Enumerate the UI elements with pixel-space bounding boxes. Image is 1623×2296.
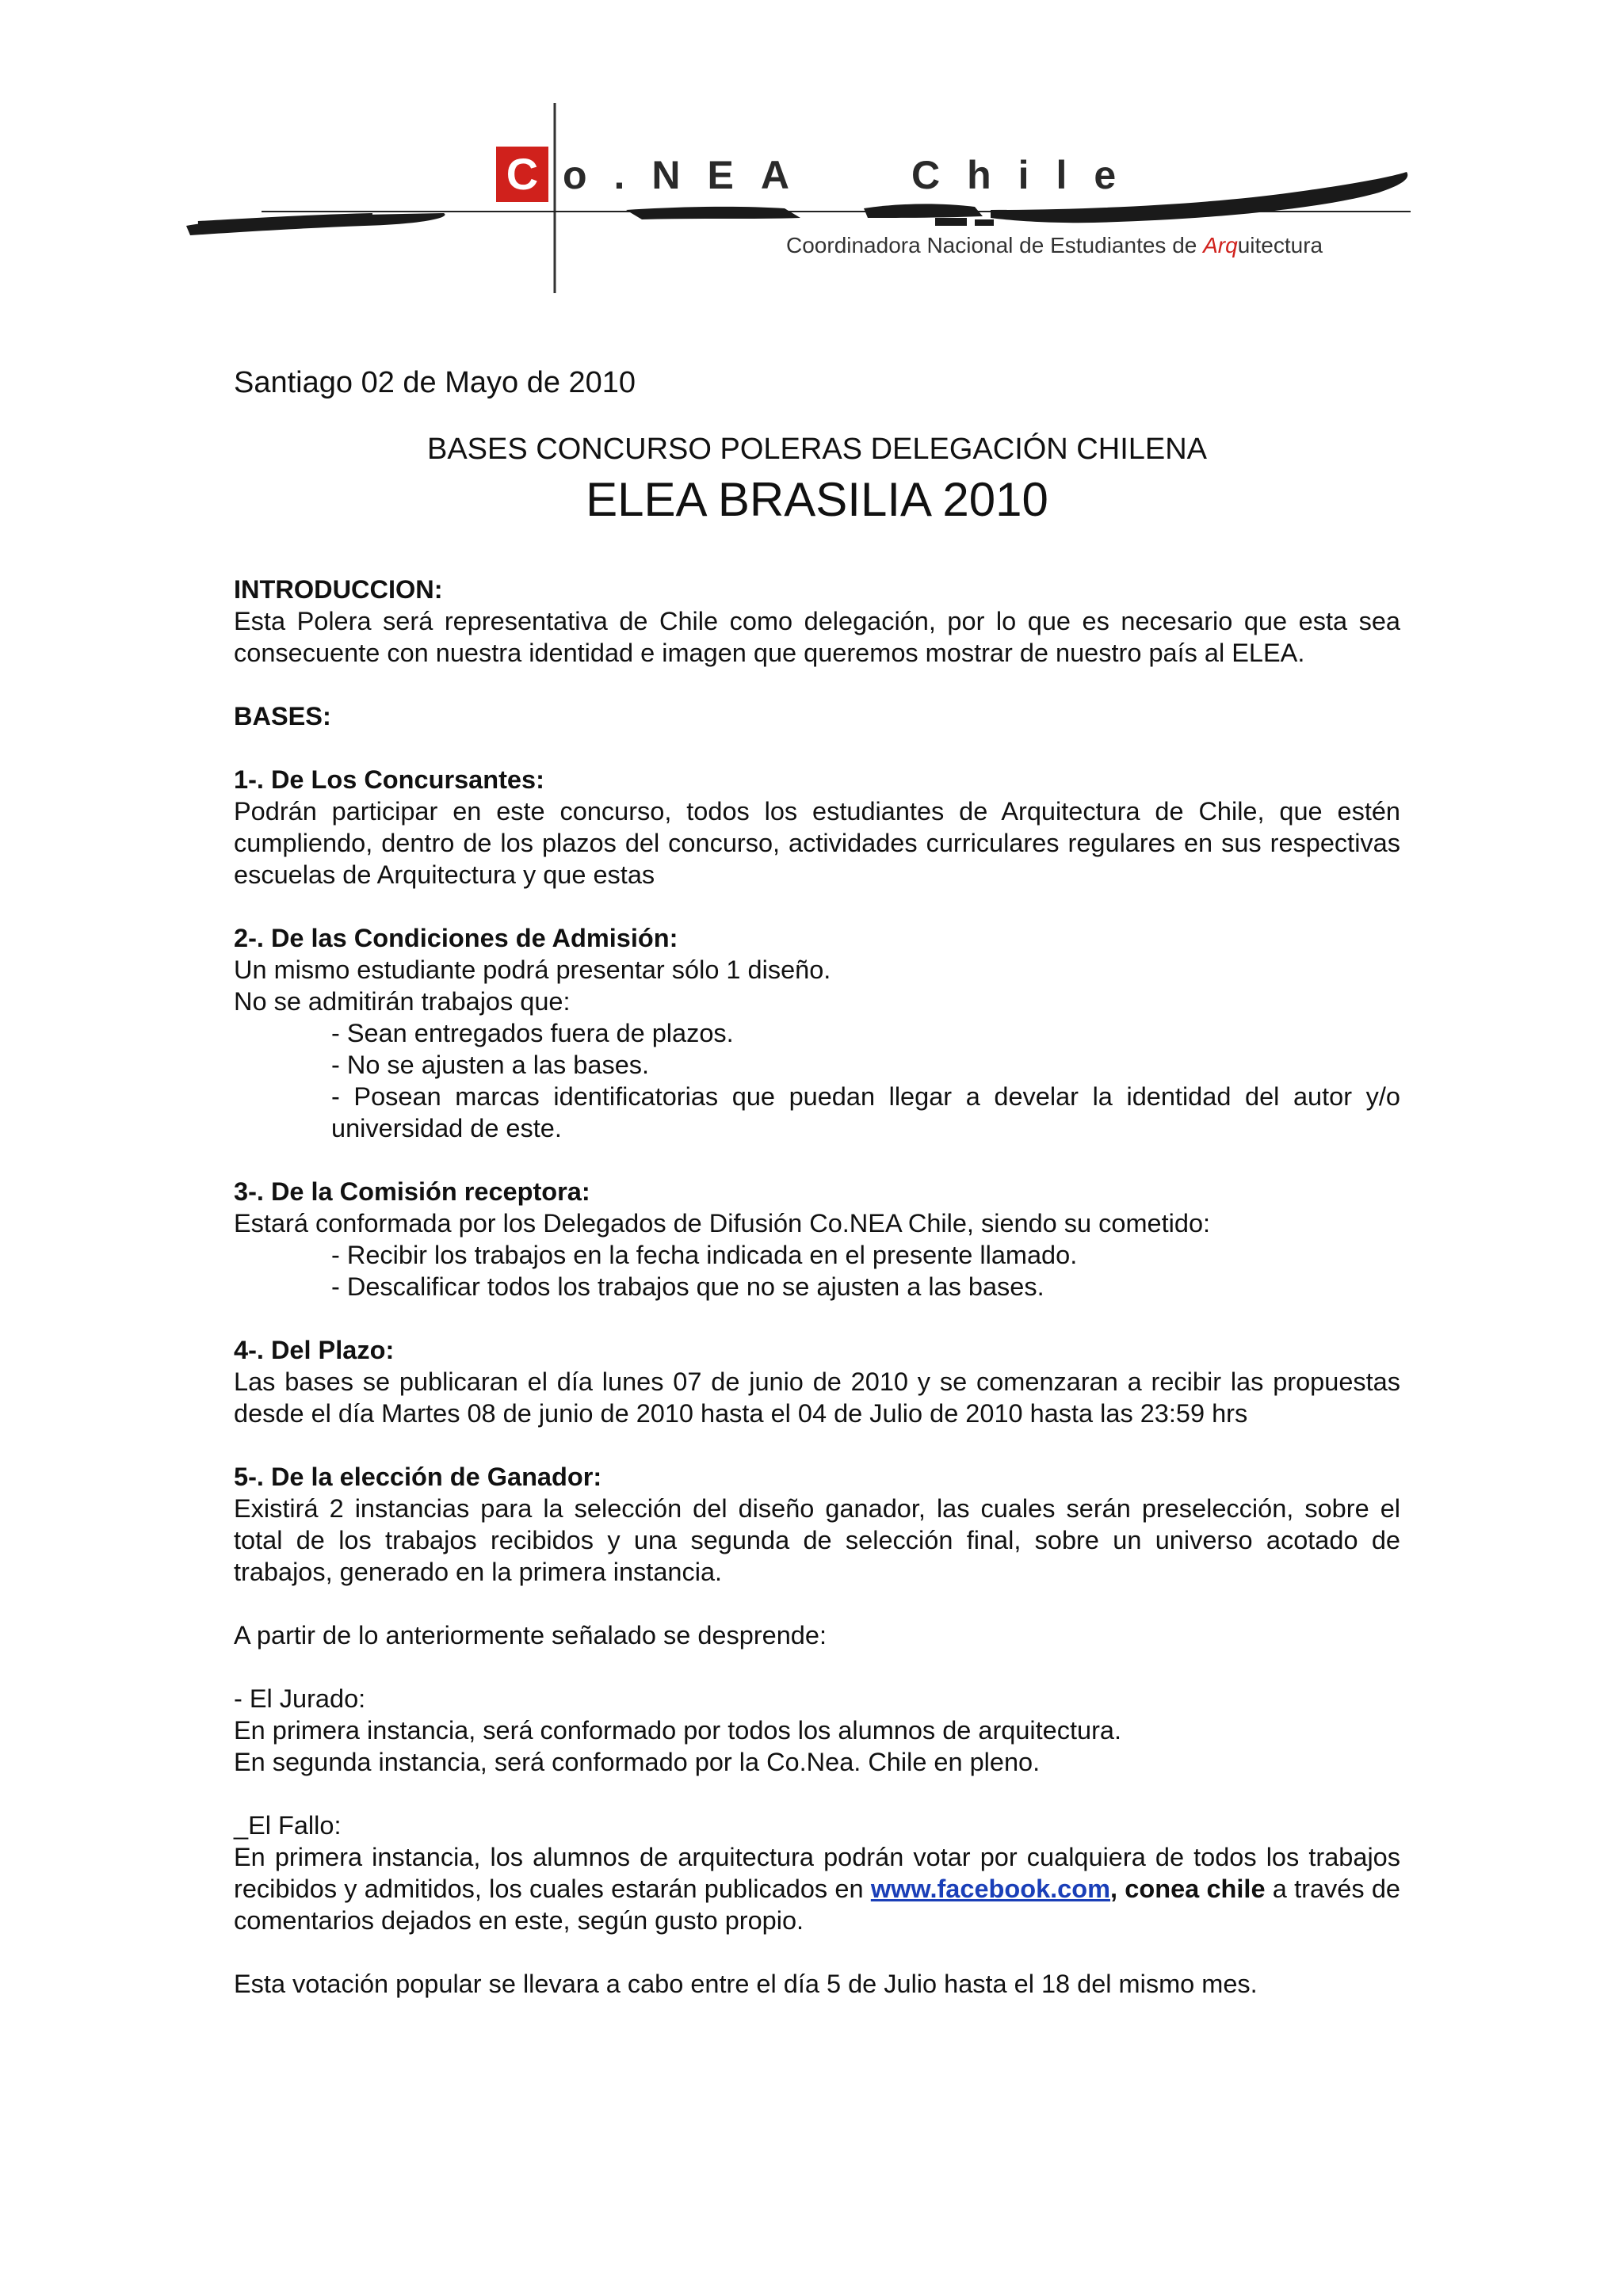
section-1-text: Podrán participar en este concurso, todos los estudiantes de Arquitectura de Chile, que estén cumpliendo, dentro de los plazos del concurso, actividades curriculares regulares en sus respectivas escuelas de Arquitectura y que estas (234, 797, 1400, 889)
logo-subtitle (786, 232, 1323, 259)
section-3-item: - Recibir los trabajos en la fecha indicada en el presente llamado. (331, 1241, 1078, 1269)
fallo-text-end: a través de comentarios dejados en este, según gusto propio. (234, 1875, 1400, 1935)
section-2-item: - No se ajusten a las bases. (331, 1051, 650, 1079)
jurado-block (234, 1683, 1400, 1778)
jurado-line-2: En segunda instancia, será conformado por la Co.Nea. Chile en pleno. (234, 1748, 1041, 1776)
jurado-line-1: En primera instancia, será conformado por todos los alumnos de arquitectura. (234, 1716, 1122, 1745)
section-4-text: Las bases se publicaran el día lunes 07 de junio de 2010 y se comenzaran a recibir las propuestas desde el día Martes 08 de junio de 2010 hasta el 04 de Julio de 2010 hasta las 23:59 hrs (234, 1367, 1400, 1428)
bases-heading: BASES: (234, 702, 331, 730)
logo-subtitle-end: uitectura (1237, 233, 1323, 257)
closing-text: Esta votación popular se llevara a cabo entre el día 5 de Julio hasta el 18 del mismo mes. (234, 1970, 1258, 1998)
logo-name-right: Chile (911, 153, 1144, 197)
logo-name (563, 151, 1143, 199)
facebook-link[interactable]: www.facebook.com (870, 1875, 1111, 1903)
logo-subtitle-red: Arq (1203, 233, 1238, 257)
fallo-text-start: En primera instancia, los alumnos de arquitectura podrán votar por cualquiera de todos los trabajos recibidos y admitidos, los cuales estarán publicados en (234, 1843, 1400, 1903)
section-5-heading: 5-. De la elección de Ganador: (234, 1463, 602, 1491)
section-2-heading: 2-. De las Condiciones de Admisión: (234, 924, 678, 952)
intro-section (234, 574, 1400, 669)
bases-heading-block (234, 700, 1400, 732)
section-5-para-2 (234, 1619, 1400, 1651)
section-3 (234, 1176, 1400, 1302)
section-5-derivation: A partir de lo anteriormente señalado se desprende: (234, 1621, 827, 1650)
section-5 (234, 1461, 1400, 1588)
section-5-text: Existirá 2 instancias para la selección del diseño ganador, las cuales serán preselección, sobre el total de los trabajos recibidos y una segunda de selección final, sobre un universo acotado de trabajos, generado en la primera instancia. (234, 1494, 1400, 1586)
intro-text: Esta Polera será representativa de Chile como delegación, por lo que es necesario que esta sea consecuente con nuestra identidad e imagen que queremos mostrar de nuestro país al ELEA. (234, 607, 1400, 667)
fallo-text (234, 1841, 1400, 1936)
section-2-line-1: Un mismo estudiante podrá presentar sólo 1 diseño. (234, 955, 831, 984)
section-3-heading: 3-. De la Comisión receptora: (234, 1177, 590, 1206)
closing-block (234, 1968, 1400, 2000)
section-3-line-1: Estará conformada por los Delegados de Difusión Co.NEA Chile, siendo su cometido: (234, 1209, 1211, 1238)
logo-initial: C (496, 147, 548, 202)
section-1-heading: 1-. De Los Concursantes: (234, 765, 544, 794)
jurado-title: - El Jurado: (234, 1684, 366, 1713)
section-2-item: - Sean entregados fuera de plazos. (331, 1019, 734, 1047)
logo-subtitle-main: Coordinadora Nacional de Estudiantes de (786, 233, 1204, 257)
document-body (234, 364, 1400, 2031)
intro-heading: INTRODUCCION: (234, 575, 443, 604)
fallo-block (234, 1810, 1400, 1936)
fallo-bold-text: , conea chile (1110, 1875, 1266, 1903)
document-title: ELEA BRASILIA 2010 (586, 473, 1048, 526)
section-4 (234, 1334, 1400, 1429)
section-2 (234, 922, 1400, 1144)
section-2-item: - Posean marcas identificatorias que puedan llegar a develar la identidad del autor y/o universidad de este. (331, 1082, 1400, 1142)
section-2-line-2: No se admitirán trabajos que: (234, 987, 571, 1016)
logo-name-left: o.NEA (563, 153, 816, 197)
document-subtitle: BASES CONCURSO POLERAS DELEGACIÓN CHILENA (426, 433, 1208, 466)
conea-logo (182, 99, 1419, 297)
fallo-title: _El Fallo: (234, 1811, 342, 1840)
section-4-heading: 4-. Del Plazo: (234, 1336, 395, 1364)
document-date: Santiago 02 de Mayo de 2010 (234, 366, 636, 399)
section-1 (234, 764, 1400, 891)
section-3-item: - Descalificar todos los trabajos que no se ajusten a las bases. (331, 1272, 1044, 1301)
